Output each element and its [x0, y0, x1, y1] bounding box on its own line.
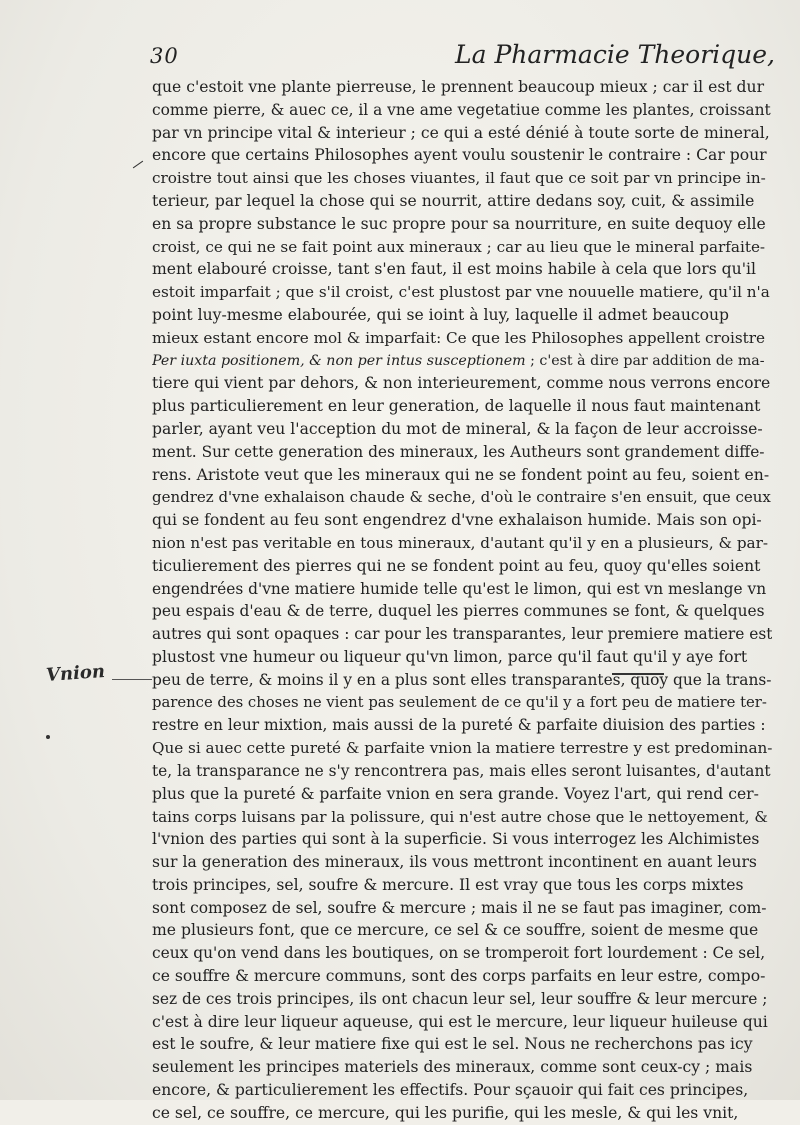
text-line: seulement les principes materiels des mineraux, comme sont ceux-cy ; mais [152, 1058, 753, 1077]
text-line: croistre tout ainsi que les choses viuantes, il faut que ce soit par vn principe in- [152, 169, 766, 188]
text-line: tiere qui vient par dehors, & non interieurement, comme nous verrons encore [152, 374, 771, 393]
text-line: engendrées d'vne matiere humide telle qu'est le limon, qui est vn meslange vn [152, 579, 767, 598]
text-line: ment. Sur cette generation des mineraux, les Autheurs sont grandement diffe- [152, 442, 765, 461]
margin-pointer-line [112, 679, 152, 680]
text-line: Que si auec cette pureté & parfaite vnion la matiere terrestre y est predominan- [152, 739, 772, 758]
text-line: sur la generation des mineraux, ils vous mettront incontinent en auant leurs [152, 853, 757, 872]
text-line: gendrez d'vne exhalaison chaude & seche, d'où le contraire s'en ensuit, que ceux [152, 488, 771, 507]
text-line: peu espais d'eau & de terre, duquel les pierres communes se font, & quelques [152, 602, 765, 621]
text-line: qui se fondent au feu sont engendrez d'vne exhalaison humide. Mais son opi- [152, 511, 762, 530]
text-line: ticulierement des pierres qui ne se fondent point au feu, quoy qu'elles soient [152, 556, 761, 575]
text-line: ment elabouré croisse, tant s'en faut, il est moins habile à cela que lors qu'il [152, 260, 756, 279]
text-line: l'vnion des parties qui sont à la superficie. Si vous interrogez les Alchimistes [152, 830, 760, 849]
text-line: plustost vne humeur ou liqueur qu'vn limon, parce qu'il faut qu'il y aye fort [152, 647, 748, 666]
text-line: plus que la pureté & parfaite vnion en sera grande. Voyez l'art, qui rend cer- [152, 784, 759, 803]
text-line: parence des choses ne vient pas seulement de ce qu'il y a fort peu de matiere ter- [152, 693, 767, 711]
text-line: ce sel, ce souffre, ce mercure, qui les purifie, qui les mesle, & qui les vnit, [152, 1103, 739, 1122]
text-line: autres qui sont opaques : car pour les transparantes, leur premiere matiere est [152, 625, 772, 644]
text-line: tains corps luisans par la polissure, qui n'est autre chose que le nettoyement, & [152, 807, 768, 826]
text-line: ceux qu'on vend dans les boutiques, on se tromperoit fort lourdement : Ce sel, [152, 944, 766, 963]
text-line: c'est à dire leur liqueur aqueuse, qui est le mercure, leur liqueur huileuse qui [152, 1012, 768, 1031]
latin-phrase: Per iuxta positionem, & non per intus susceptionem [152, 352, 526, 369]
text-line: encore, & particulierement les effectifs. Pour sçauoir qui fait ces principes, [152, 1081, 749, 1100]
text-line: restre en leur mixtion, mais aussi de la pureté & parfaite diuision des parties : [152, 716, 766, 735]
text-line: estoit imparfait ; que s'il croist, c'est plustost par vne nouuelle matiere, qu'il n'a [152, 283, 770, 302]
text-line: croist, ce qui ne se fait point aux mineraux ; car au lieu que le mineral parfaite- [152, 237, 766, 256]
text-line: nion n'est pas veritable en tous mineraux, d'autant qu'il y en a plusieurs, & par- [152, 533, 769, 552]
text-line: parler, ayant veu l'acception du mot de mineral, & la façon de leur accroisse- [152, 419, 763, 438]
body-text [152, 76, 772, 1125]
text-line: te, la transparance ne s'y rencontrera pas, mais elles seront luisantes, d'autant [152, 761, 771, 780]
text-line: sont composez de sel, soufre & mercure ; mais il ne se faut pas imaginer, com- [152, 898, 767, 917]
margin-mark [133, 161, 143, 169]
text-line: en sa propre substance le suc propre pour sa nourriture, en suite dequoy elle [152, 214, 766, 233]
text-line: trois principes, sel, soufre & mercure. Il est vray que tous les corps mixtes [152, 875, 744, 894]
text-line: peu de terre, & moins il y en a plus sont elles transparantes, quoy que la trans- [152, 670, 772, 689]
page-header [150, 40, 775, 74]
margin-dot [46, 735, 50, 739]
handwritten-margin-note: Vnion [45, 660, 106, 687]
text-line: plus particulierement en leur generation, de laquelle il nous faut maintenant [152, 397, 761, 416]
text-line: terieur, par lequel la chose qui se nourrit, attire dedans soy, cuit, & assimile [152, 191, 755, 210]
running-title: La Pharmacie Theorique, [455, 40, 775, 69]
text-line: encore que certains Philosophes ayent voulu soustenir le contraire : Car pour [152, 146, 767, 165]
text-line: par vn principe vital & interieur ; ce qui a esté dénié à toute sorte de mineral, [152, 123, 770, 142]
text-line: me plusieurs font, que ce mercure, ce sel & ce souffre, soient de mesme que [152, 921, 759, 940]
text-line: point luy-mesme elabourée, qui se ioint à luy, laquelle il admet beaucoup [152, 305, 730, 324]
text-line: comme pierre, & auec ce, il a vne ame vegetatiue comme les plantes, croissant [152, 100, 771, 119]
text-line: est le soufre, & leur matiere fixe qui est le sel. Nous ne recherchons pas icy [152, 1035, 753, 1054]
page-number: 30 [150, 44, 179, 68]
text-line: ce souffre & mercure communs, sont des corps parfaits en leur estre, compo- [152, 967, 766, 986]
text-line: sez de ces trois principes, ils ont chacun leur sel, leur souffre & leur mercure ; [152, 989, 768, 1008]
text-line: rens. Aristote veut que les mineraux qui ne se fondent point au feu, soient en- [152, 465, 770, 484]
text-line: que c'estoit vne plante pierreuse, le prennent beaucoup mieux ; car il est dur [152, 78, 765, 96]
text-line: mieux estant encore mol & imparfait: Ce que les Philosophes appellent croistre [152, 328, 765, 347]
text-line: Per iuxta positionem, & non per intus susceptionem ; c'est à dire par addition de ma- [152, 352, 765, 369]
